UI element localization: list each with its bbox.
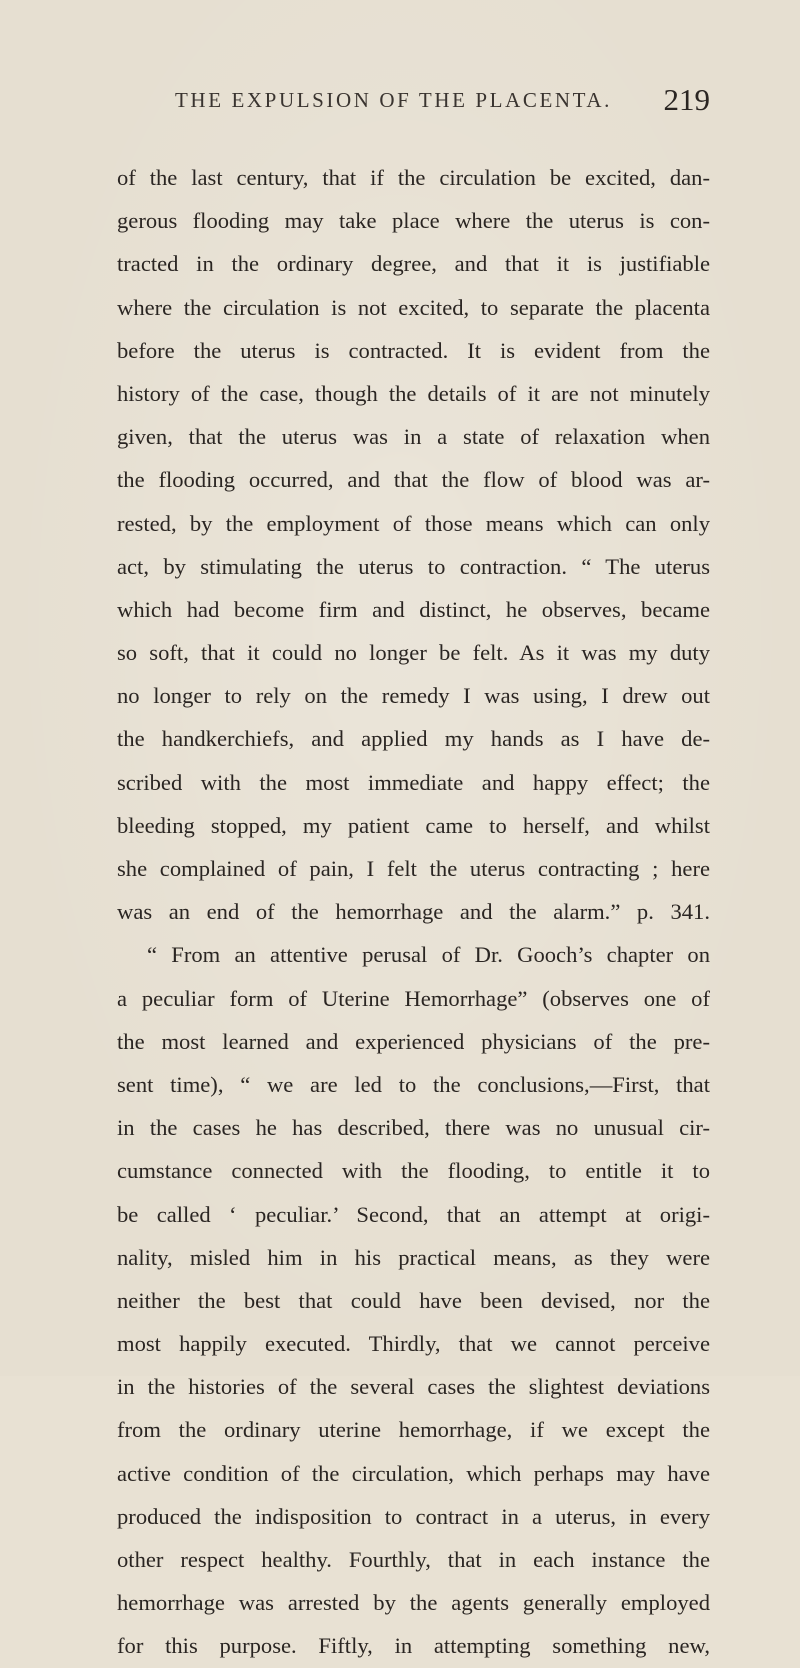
text-line: no longer to rely on the remedy I was using, I drew out [117,683,710,709]
text-line: other respect healthy. Fourthly, that in each instance the [117,1547,710,1572]
text-line: scribed with the most immediate and happy effect; the [117,769,710,795]
text-line: given, that the uterus was in a state of relaxation when [117,424,710,450]
running-head-title: THE EXPULSION OF THE PLACENTA. [175,88,613,112]
text-line: of the last century, that if the circulation be excited, dan- [117,165,710,190]
text-line: where the circulation is not excited, to separate the placenta [117,294,710,320]
text-line: before the uterus is contracted. It is evident from the [117,337,710,363]
text-line: rested, by the employment of those means which can only [117,510,710,536]
text-line: the most learned and experienced physicians of the pre- [117,1028,710,1054]
running-head [175,78,710,122]
text-line: act, by stimulating the uterus to contraction. “ The uterus [117,553,710,579]
text-line: in the histories of the several cases the slightest deviations [117,1374,710,1400]
text-line: hemorrhage was arrested by the agents generally employed [117,1590,710,1616]
text-line: a peculiar form of Uterine Hemorrhage” (observes one of [117,985,710,1011]
text-line: gerous flooding may take place where the uterus is con- [117,208,710,234]
text-line-paragraph-start: “ From an attentive perusal of Dr. Gooch’s chapter on [147,942,710,968]
text-line: neither the best that could have been devised, nor the [117,1287,710,1313]
text-line: most happily executed. Thirdly, that we cannot perceive [117,1331,710,1357]
text-line: from the ordinary uterine hemorrhage, if we except the [117,1417,710,1443]
text-line: which had become firm and distinct, he observes, became [117,596,710,622]
text-line: produced the indisposition to contract in a uterus, in every [117,1503,710,1529]
text-line: cumstance connected with the flooding, to entitle it to [117,1158,710,1184]
text-line: tracted in the ordinary degree, and that it is justifiable [117,251,710,277]
text-line: sent time), “ we are led to the conclusions,—First, that [117,1071,710,1097]
text-line: history of the case, though the details of it are not minutely [117,380,710,406]
text-line: the handkerchiefs, and applied my hands as I have de- [117,726,710,752]
text-line: for this purpose. Fiftly, in attempting something new, [117,1633,710,1659]
text-line: active condition of the circulation, which perhaps may have [117,1460,710,1486]
text-line: she complained of pain, I felt the uterus contracting ; here [117,856,710,881]
text-line: in the cases he has described, there was no unusual cir- [117,1115,710,1141]
text-line: was an end of the hemorrhage and the alarm.” p. 341. [117,899,710,925]
text-line: so soft, that it could no longer be felt. As it was my duty [117,640,710,666]
text-line: be called ‘ peculiar.’ Second, that an attempt at origi- [117,1201,710,1227]
text-line: nality, misled him in his practical means, as they were [117,1244,710,1270]
page-number: 219 [663,82,710,117]
body-text [117,156,710,1668]
text-line: bleeding stopped, my patient came to herself, and whilst [117,812,710,838]
text-line: the flooding occurred, and that the flow of blood was ar- [117,467,710,493]
